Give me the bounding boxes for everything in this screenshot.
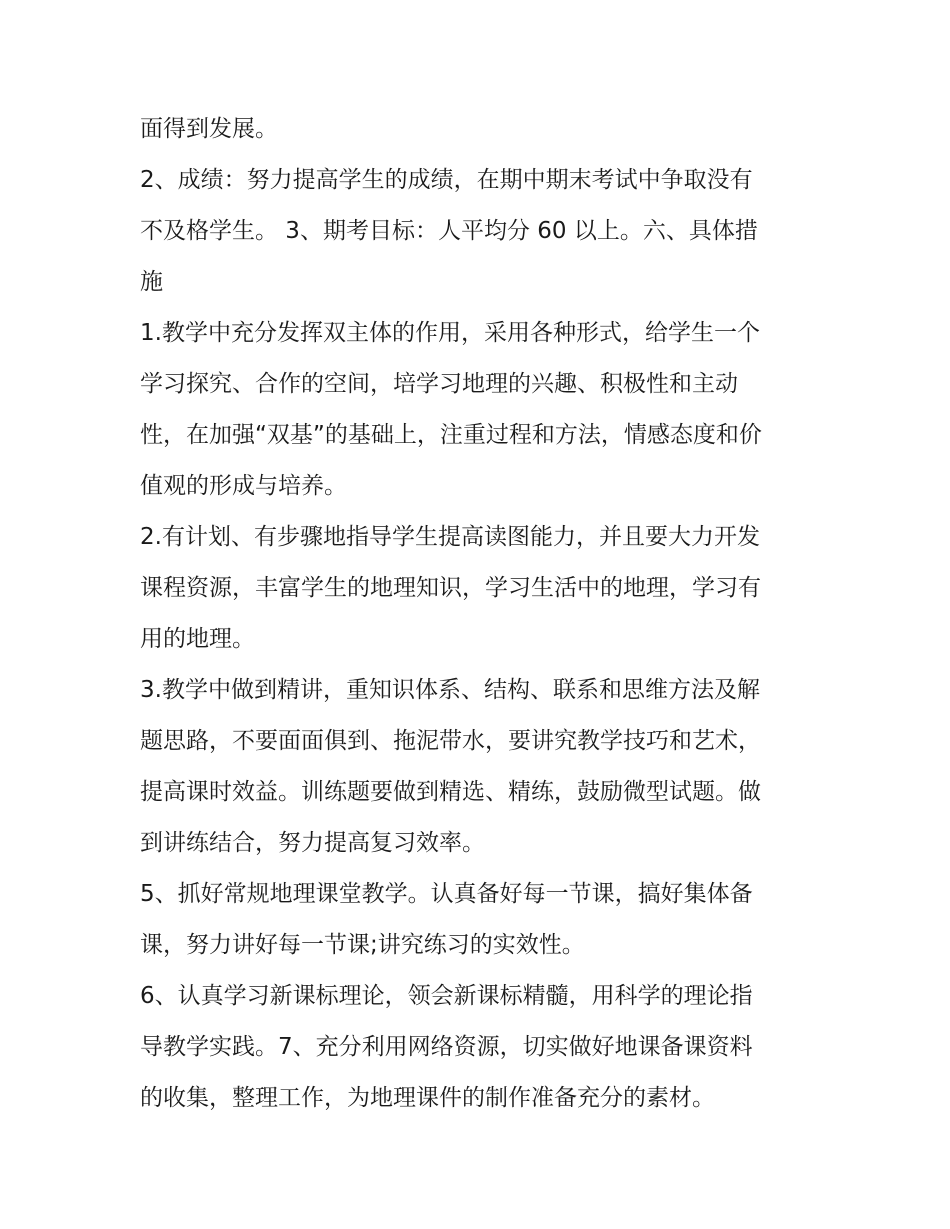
text-line: 提高课时效益。训练题要做到精选、精练，鼓励微型试题。做 (140, 779, 761, 805)
text-line: 课，努力讲好每一节课;讲究练习的实效性。 (140, 932, 585, 958)
text-line: 的收集，整理工作，为地理课件的制作准备充分的素材。 (140, 1085, 715, 1111)
text-line: 课程资源，丰富学生的地理知识，学习生活中的地理，学习有 (140, 575, 761, 601)
text-line: 值观的形成与培养。 (140, 473, 347, 499)
text-line: 不及格学生。 3、期考目标：人平均分 60 以上。六、具体措 (140, 218, 758, 244)
text-line: 学习探究、合作的空间，培学习地理的兴趣、积极性和主动 (140, 371, 738, 397)
text-line: 面得到发展。 (140, 116, 278, 142)
text-line: 1.教学中充分发挥双主体的作用，采用各种形式，给学生一个 (140, 320, 760, 346)
text-line: 3.教学中做到精讲，重知识体系、结构、联系和思维方法及解 (140, 677, 760, 703)
text-line: 用的地理。 (140, 626, 255, 652)
text-line: 题思路，不要面面俱到、拖泥带水，要讲究教学技巧和艺术， (140, 728, 761, 754)
text-line: 性，在加强“双基”的基础上，注重过程和方法，情感态度和价 (140, 422, 762, 448)
text-line: 2.有计划、有步骤地指导学生提高读图能力，并且要大力开发 (140, 524, 760, 550)
text-line: 到讲练结合，努力提高复习效率。 (140, 830, 485, 856)
text-line: 施 (140, 269, 163, 295)
text-line: 6、认真学习新课标理论，领会新课标精髓，用科学的理论指 (140, 983, 753, 1009)
body-text (140, 104, 820, 1124)
text-line: 导教学实践。7、充分利用网络资源，切实做好地课备课资料 (140, 1034, 753, 1060)
text-line: 2、成绩：努力提高学生的成绩，在期中期末考试中争取没有 (140, 167, 753, 193)
text-line: 5、抓好常规地理课堂教学。认真备好每一节课，搞好集体备 (140, 881, 753, 907)
